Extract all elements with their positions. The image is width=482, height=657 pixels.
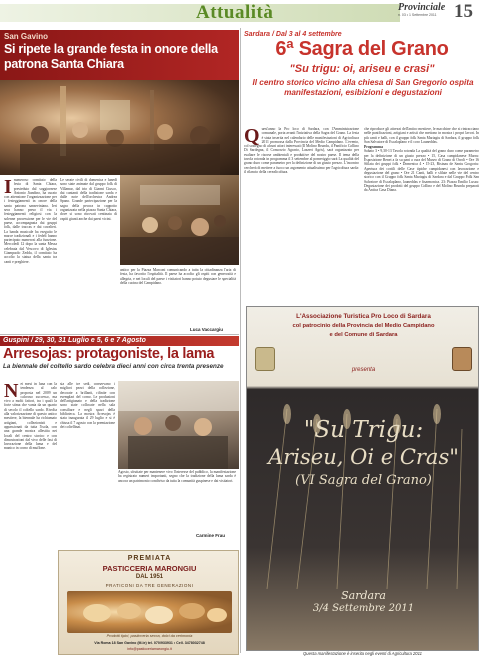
- crowd-procession-image: [0, 80, 239, 175]
- brand-name: Provinciale: [398, 2, 446, 13]
- guspini-location-name: Guspini: [3, 337, 30, 344]
- poster-presents: presenta: [351, 367, 376, 373]
- dropcap-q: Q: [244, 127, 260, 147]
- sg-text-col2: [60, 178, 117, 330]
- ad-email[interactable]: info@pasticceriamarongiu.it: [127, 647, 172, 651]
- guspini-headline: Arresojas: protagoniste, la lama: [3, 346, 215, 362]
- ad-pastry-image: [67, 591, 232, 633]
- ad-tagline: PRATICONI DA TRE GENERAZIONI: [105, 583, 194, 588]
- gu-text-col2: [60, 382, 115, 545]
- poster-location: Sardara: [341, 589, 386, 602]
- sardara-quote: "Su trigu: oi, ariseu e crasi": [289, 63, 435, 75]
- column-divider: [240, 28, 241, 653]
- sa-text-col1: [244, 127, 359, 302]
- article-location: San Gavino: [4, 32, 49, 41]
- gu-text-col3: [118, 470, 236, 530]
- poster-dates: 3/4 Settembre 2011: [312, 603, 415, 614]
- sardara-headline: 6ª Sagra del Grano: [275, 38, 449, 60]
- ad-products: Prodotti tipici, pasticceria secca, dolci da cerimonia: [106, 634, 193, 638]
- ad-address: Via Roma 18 San Gavino (M.le) tel. 070/933931 • Cell. 3478032748: [94, 641, 205, 645]
- poster-title-line1: "Su Trigu:: [303, 417, 424, 443]
- bakery-ad[interactable]: [58, 550, 239, 655]
- sg-col3-body: antico per la Piazza Marconi comunicando a tutta la cittadinanza l'aria di festa, ha favorito l'ospitalità. Il paese ha accolto gli ospiti con generosità e allegria, e nei locali del paese i visitatori hanno potuto degustare le specialità della cucina del Campidano.: [120, 268, 236, 285]
- sardara-dates: Dal 3 al 4 settembre: [275, 31, 342, 38]
- sg-author: Luca Vaccargiu: [190, 327, 224, 332]
- square-crowd-image: [120, 175, 239, 265]
- sa-col2-body: che riproduce gli attrezzi dell'antico mestiere, le macchine che si rintracciano nelle panificazioni, artigiani e artisti che mettono in mostra i propri lavori. In più canti e balli, con il gruppo folk Santa Mariagiu di Sardara, il gruppo folk San Salvatore di Escalaplano e il coro Launeddas.: [364, 127, 479, 144]
- page-header: [0, 0, 482, 26]
- poster-header-line2: col patrocinio della Provincia del Medio Campidano: [292, 323, 435, 329]
- gu-author: Carmine Frau: [196, 533, 226, 538]
- gu-col1-body: ei mesi in luna con la tendenza al calo proposta nel 2009 un caloroso successo, ma vivo a molti fattori, tra i quali la forte stima che vanta da un quarto di secolo il coltello sardo. Rivolta alla valorizzazione di questo antico mestiere, la biennale ha richiamato artigiani, collezionisti e appassionati da tutta l'isola, con una grande mostra allestita nei locali del centro storico e con dimostrazioni dal vivo delle fasi di lavorazione della lama e del manico in corno di muflone.: [4, 382, 57, 451]
- issue-info: n. 03 • 1 Settembre 2011: [398, 13, 437, 17]
- page-number: 15: [454, 1, 473, 22]
- gu-col3-body: Agosto, sfruttate per mantenere vivo l'interesse del pubblico, la manifestazione ha registrato numeri importanti, segno che la tradizione della lama sarda è ancora un patrimonio condiviso da tutta la comunità guspinese e dai visitatori.: [118, 470, 236, 483]
- sardara-location-name: Sardara: [244, 31, 271, 38]
- dropcap-i: I: [4, 178, 12, 198]
- sardara-header: [242, 30, 482, 126]
- exhibition-visitors-image: [118, 381, 239, 469]
- dropcap-n: N: [4, 382, 19, 402]
- sg-intro: numeroso comitato della festa di Santa Chiara, presieduto dal soggiornese Antonio Jiandino, ha curato con attenzione l'organizzazione per i festeggiamenti in onore della santa patrona sanseviniana.: [4, 178, 57, 208]
- gu-col2-body: sia alle tre sedi, conservano i migliori pezzi della collezione, decorate a brillanti, rifinite con esemplari del corno. Le produzioni dell'artigianato e della tradizione sono state collocate nella sala consiliare e negli spazi della biblioteca. La mostra Arresojas è stata inaugurata il 29 luglio e si è chiusa il 7 agosto con la premiazione dei coltellinai.: [60, 382, 115, 429]
- poster-header-line1: L'Associazione Turistica Pro Loco di Sardara: [296, 313, 431, 320]
- poster-title-line2: Ariseu, Oi e Cras": [268, 445, 459, 469]
- guspini-banner: [0, 336, 239, 380]
- guspini-location: Guspini / 29, 30, 31 Luglio e 5, 6 e 7 Agosto: [3, 337, 146, 344]
- sg-col1-body: Ieri sera hanno preso il via i festeggiamenti religiosi con la solenne processione per le vie del paese, accompagnata dai gruppi folk, dalle traccas e dai cavalieri. La banda musicale ha eseguito le marce tradizionali e i fedeli hanno partecipato numerosi alla funzione. Mercoledì 12 dopo la santa Messa celebrata dal Vescovo di Iglesias Giampaolo Zedda, il comitato ha accolto la statua della santa tra canti e preghiere.: [4, 203, 57, 264]
- brand-logo: [398, 2, 448, 22]
- knife-expo-photo: [118, 381, 239, 469]
- left-section-divider: [0, 334, 239, 335]
- sagra-poster: [246, 306, 479, 651]
- guspini-dates: 29, 30, 31 Luglio e 5, 6 e 7 Agosto: [34, 337, 146, 344]
- poster-header-line3: e del Comune di Sardara: [329, 332, 398, 338]
- sa-program-title: Programma: [364, 145, 383, 150]
- sardara-subheadline: Il centro storico vicino alla chiesa di San Gregorio ospita manifestazioni, esibizioni e degustazioni: [252, 78, 474, 97]
- sa-program: Sabato 3 • 9,30-13 Tavola rotonda La qualità del grano duro come parametro per la definizione di un giusto prezzo • 15, Casa campidanese Murru: Esposizione Benei a fa su pani a cura del Museo di Grano di Orroli • Ore 16 Sfilata dei gruppi folk • Domenica 4 • 15-23, Bisinau de Santu Grogoriu: Apertura dei cortili delle Case tipiche campidanesi con lavorazione e degustazione del grano • Ore 21 Canti, balli e sfilate nelle vie del centro storico con il Gruppo folk Santa Mariagiu di Sardara e dal Gruppo Folk San Salvatore di Escalaplano, launeddas e fisarmonica. 23: Piazza Emilio Lussu: Degustazione dei prodotti del gruppo Collino e del Molino Brundu preparati da Antica Casa Diana.: [364, 149, 479, 193]
- ad-name: PASTICCERIA MARONGIU: [102, 564, 197, 573]
- sg-col2-body: Le serate civili di domenica e lunedì sono state animate dal gruppo folk di Villamar, dal trio di Gianni Ciusco, dai cantanti della tradizione sarda e dalle note dell'orchestra Andrea Spano. Grande partecipazione per la sagra della pecora in cappotto organizzata nella piazza Santa Chiara, dove si sono ritrovati centinaia di ospiti giunti anche dai paesi vicini.: [60, 178, 117, 221]
- sg-text-col3: [120, 268, 236, 326]
- ad-title: PREMIATA: [127, 555, 172, 562]
- guspini-subheadline: La biennale del coltello sardo celebra dieci anni con circa trenta presenze: [3, 363, 224, 370]
- sa-text-col2: [364, 127, 479, 302]
- section-title: Attualità: [196, 2, 274, 23]
- poster-caption: Questa manifestazione è inserita negli eventi di Agricultura 2011: [303, 651, 422, 656]
- ad-since: DAL 1951: [135, 574, 164, 580]
- san-gavino-banner: [0, 30, 239, 80]
- gu-text-col1: [4, 382, 57, 545]
- sa-col1-body: uest'anno la Pro loco di Sardara, con l'Amministrazione comunale, porta avanti l'iniziativa della Sagra del Grano. La festa è stata inserita nel calendario delle manifestazioni di Agricoltura 2011 promossa dalla Provincia del Medio Campidano. L'evento, col sostegno di alcuni attori interessati (Il Molino Brundu, il Panificio Collino Di Sardegna, il Consorzio Agrario, Lazzeri Agris), sarà organizzato per esaltare le risorse ambientali e produttive del nostro paese. Il tema della tavola rotonda in programma il 3 settembre al pomeriggio sarà La qualità del grano duro come parametro per la definizione di un giusto prezzo. L'incontro cercherà di mettere a fuoco un argomento attualissimo per l'agricoltura sarda: il rilancio della cerealicoltura.: [244, 127, 359, 174]
- sardara-location: Sardara / Dal 3 al 4 settembre: [244, 31, 342, 38]
- poster-title-line3: (VI Sagra del Grano): [295, 473, 432, 488]
- pastry-tray-icon: [67, 591, 232, 633]
- festival-photo-1: [0, 80, 239, 175]
- festival-photo-2: [120, 175, 239, 265]
- article-headline: Si ripete la grande festa in onore della patrona Santa Chiara: [4, 42, 218, 71]
- sg-text-col1: [4, 178, 57, 330]
